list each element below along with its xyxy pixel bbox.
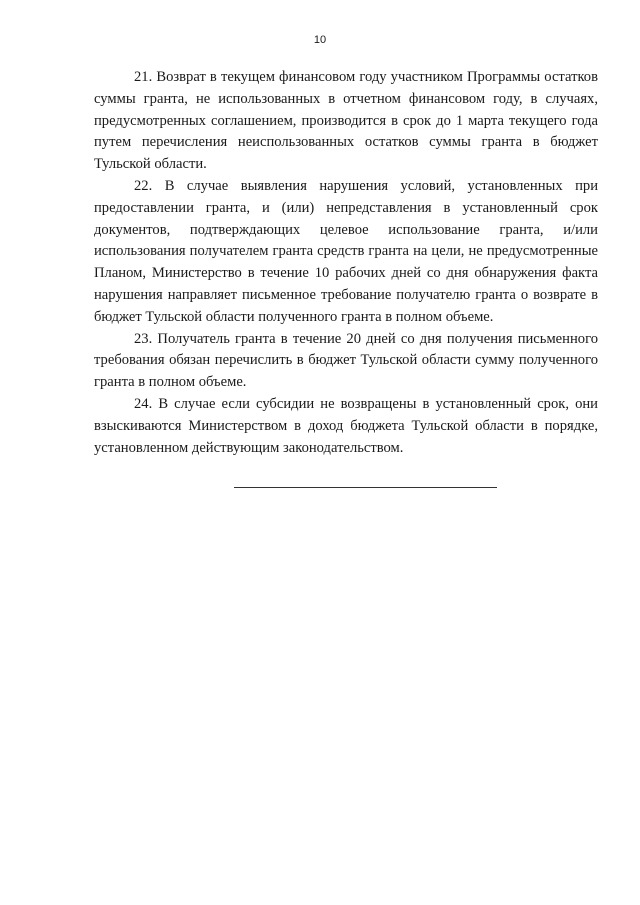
page-number: 10 — [313, 34, 327, 46]
paragraph-21: 21. Возврат в текущем финансовом году участником Программы остатков суммы гранта, не использованных в отчетном финансовом году, в случаях, предусмотренных соглашением, производится в срок до 1 марта текущего года путем перечисления неиспользованных остатков суммы гранта в бюджет Тульской области. — [94, 69, 598, 173]
document-body — [94, 67, 598, 459]
paragraph-23: 23. Получатель гранта в течение 20 дней со дня получения письменного требования обязан перечислить в бюджет Тульской области сумму полученного гранта в полном объеме. — [94, 330, 598, 391]
paragraph-22: 22. В случае выявления нарушения условий, установленных при предоставлении гранта, и (или) непредставления в установленный срок документов, подтверждающих целевое использование гранта, и/или использования получателем гранта средств гранта на цели, не предусмотренные Планом, Министерство в течение 10 рабочих дней со дня обнаружения факта нарушения направляет письменное требование получателю гранта о возврате в бюджет Тульской области полученного гранта в полном объеме. — [94, 177, 598, 325]
closing-divider-line — [234, 487, 497, 488]
paragraph-24: 24. В случае если субсидии не возвращены в установленный срок, они взыскиваются Министерством в доход бюджета Тульской области в порядке, установленном действующим законодательством. — [94, 395, 598, 456]
